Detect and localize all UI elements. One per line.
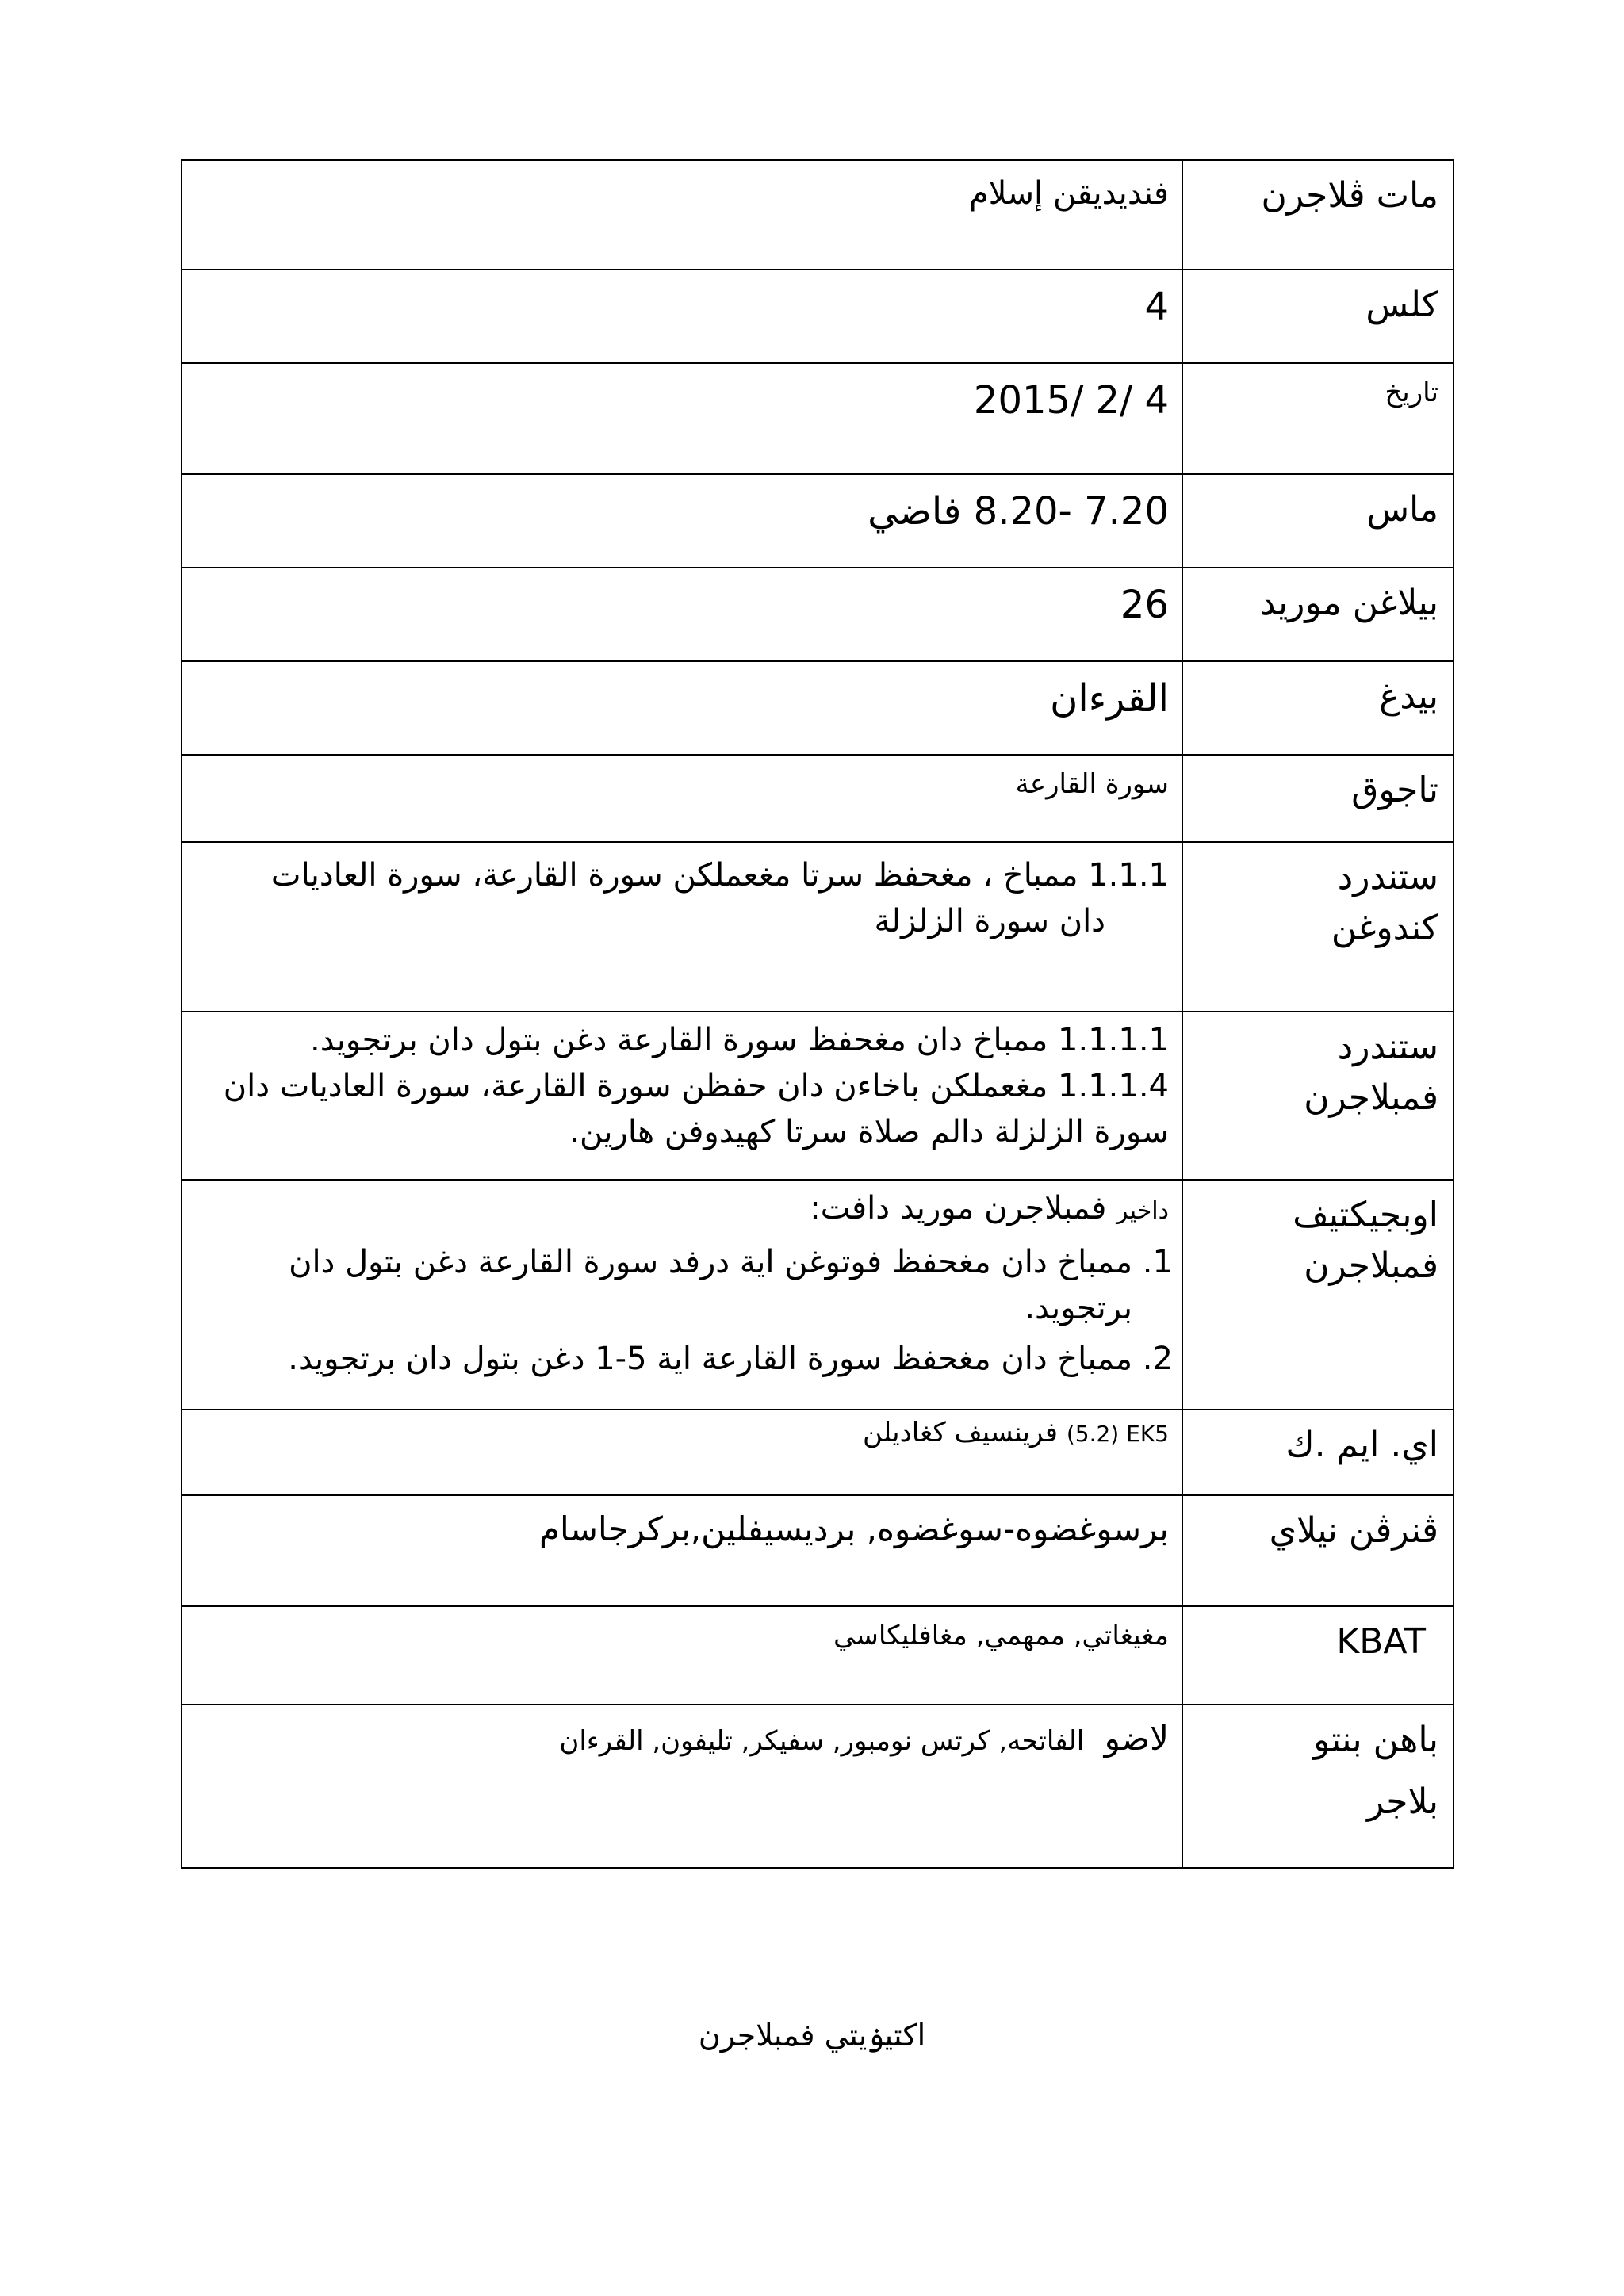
value-values: برسوغضوه-سوغضوه, برديسيفلين,بركرجاسام <box>182 1495 1182 1606</box>
label-learning-standard <box>1182 1012 1454 1180</box>
row-field <box>182 661 1454 755</box>
label-line: فمبلاجرن <box>1304 1077 1438 1118</box>
row-values <box>182 1495 1454 1606</box>
label-line: كندوغن <box>1331 907 1438 948</box>
label-line: بلاجر <box>1367 1781 1438 1822</box>
label-line: اوبجيكتيف <box>1293 1195 1438 1235</box>
value-date <box>182 363 1182 474</box>
label-learning-objective <box>1182 1180 1454 1410</box>
row-content-standard <box>182 842 1454 1012</box>
objective-intro-prefix: داخير <box>1116 1197 1169 1225</box>
label-content-standard <box>1182 842 1454 1012</box>
label-teaching-aids <box>1182 1705 1454 1868</box>
row-subject <box>182 160 1454 270</box>
value-line: 1.1.1.1 ممباخ دان مغحفظ سورة القارعة دغن بتول دان برتجويد. <box>310 1022 1169 1058</box>
teaching-aids-list: الفاتحه, كرتس نومبور, سفيكر, تليفون, القرءان <box>559 1725 1085 1757</box>
row-kbat <box>182 1606 1454 1705</box>
objective-intro <box>193 1185 1169 1231</box>
label-line: فمبلاجرن <box>1304 1245 1438 1286</box>
label-class: كلس <box>1182 270 1454 363</box>
row-topic <box>182 755 1454 842</box>
label-emk: اي. ايم .ك <box>1182 1410 1454 1495</box>
value-learning-standard <box>182 1012 1182 1180</box>
objective-item: 2. ممباخ دان مغحفظ سورة القارعة اية 5-1 دغن بتول دان برتجويد. <box>193 1336 1132 1382</box>
row-time <box>182 474 1454 568</box>
value-class: 4 <box>182 270 1182 363</box>
value-emk <box>182 1410 1182 1495</box>
value-field: القرءان <box>182 661 1182 755</box>
label-date: تاريخ <box>1182 363 1454 474</box>
label-student-count: بيلاغن موريد <box>1182 568 1454 661</box>
label-field: بيدغ <box>1182 661 1454 755</box>
label-line: ستندرد <box>1337 1027 1438 1067</box>
emk-text: فرينسيف كغاديلن <box>863 1417 1059 1448</box>
label-topic: تاجوق <box>1182 755 1454 842</box>
value-line: سورة الزلزلة دالم صلاة سرتا كهيدوفن هارين. <box>569 1114 1169 1150</box>
value-line: دان سورة الزلزلة <box>874 903 1105 939</box>
row-learning-standard <box>182 1012 1454 1180</box>
value-kbat: مغيغاتي, ممهمي, مغافليكاسي <box>182 1606 1182 1705</box>
row-emk <box>182 1410 1454 1495</box>
objective-intro-text: فمبلاجرن موريد دافت: <box>810 1190 1107 1226</box>
date-text: 2015/ 2/ 4 <box>973 378 1169 423</box>
value-time: 7.20 -8.20 فاضي <box>182 474 1182 568</box>
section-title-activities: اكتيۏيتي فمبلاجرن <box>698 2018 926 2053</box>
value-learning-objective <box>182 1180 1182 1410</box>
label-line: باهن بنتو <box>1313 1720 1438 1760</box>
row-class <box>182 270 1454 363</box>
label-time: ماس <box>1182 474 1454 568</box>
value-content-standard <box>182 842 1182 1012</box>
value-line: 1.1.1.4 مغعملكن باخاءن دان حفظن سورة القارعة، سورة العاديات دان <box>223 1068 1169 1104</box>
value-line: 1.1.1 ممباخ ، مغحفظ سرتا مغعملكن سورة القارعة، سورة العاديات <box>270 857 1169 894</box>
row-student-count <box>182 568 1454 661</box>
row-teaching-aids <box>182 1705 1454 1868</box>
lesson-plan-table <box>181 159 1454 1869</box>
objective-item: 1. ممباخ دان مغحفظ فوتوغن اية درفد سورة القارعة دغن بتول دان برتجويد. <box>193 1239 1132 1331</box>
label-kbat: KBAT <box>1182 1606 1454 1705</box>
label-values: ڤنرڤن نيلاي <box>1182 1495 1454 1606</box>
row-learning-objective <box>182 1180 1454 1410</box>
teaching-aids-prefix: لاضو <box>1104 1719 1169 1758</box>
emk-code: (5.2) EK5 <box>1066 1421 1169 1447</box>
objective-list <box>193 1239 1169 1382</box>
value-subject: فنديديقن إسلام <box>182 160 1182 270</box>
value-student-count: 26 <box>182 568 1182 661</box>
label-subject: مات ڤلاجرن <box>1182 160 1454 270</box>
value-teaching-aids <box>182 1705 1182 1868</box>
row-date <box>182 363 1454 474</box>
label-line: ستندرد <box>1337 857 1438 897</box>
value-topic: سورة القارعة <box>182 755 1182 842</box>
